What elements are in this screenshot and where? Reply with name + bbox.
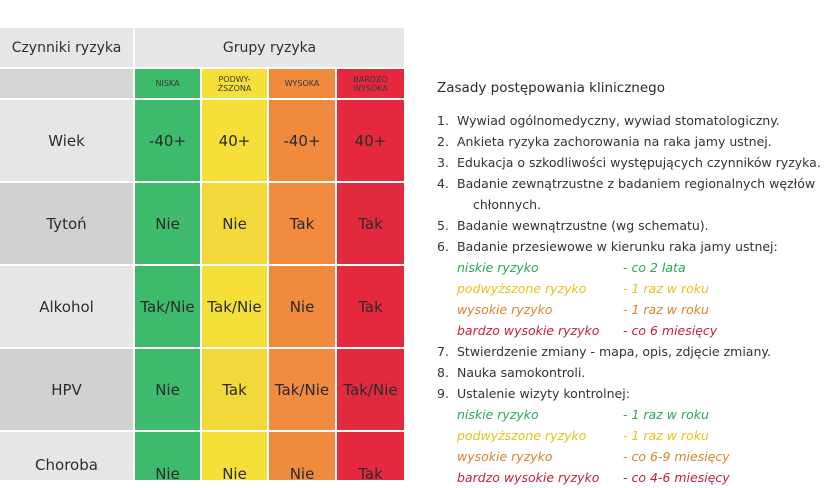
table-cell: Nie bbox=[269, 432, 335, 480]
table-cell: Tak bbox=[269, 183, 335, 264]
control-wysokie: wysokie ryzyko - co 6-9 miesięcy bbox=[457, 449, 730, 464]
row-label-tyton: Tytoń bbox=[0, 183, 133, 264]
clinical-rules bbox=[437, 79, 837, 488]
list-item: 1. Wywiad ogólnomedyczny, wywiad stomatologiczny. bbox=[437, 113, 780, 128]
table-cell: Nie bbox=[135, 349, 200, 430]
table-cell: Tak bbox=[337, 266, 404, 347]
list-item: 6. Badanie przesiewowe w kierunku raka jamy ustnej: bbox=[437, 239, 778, 254]
row-label-alkohol: Alkohol bbox=[0, 266, 133, 347]
rules-title: Zasady postępowania klinicznego bbox=[437, 80, 665, 96]
control-bardzo-wysokie: bardzo wysokie ryzyko - co 4-6 miesięcy bbox=[457, 470, 730, 485]
table-cell: Nie bbox=[269, 266, 335, 347]
table-cell: Tak/Nie bbox=[135, 266, 200, 347]
group-niska: NISKA bbox=[135, 69, 200, 98]
table-cell: Tak/Nie bbox=[337, 349, 404, 430]
list-item: 7. Stwierdzenie zmiany - mapa, opis, zdjęcie zmiany. bbox=[437, 344, 771, 359]
group-wysoka: WYSOKA bbox=[269, 69, 335, 98]
table-cell: 40+ bbox=[202, 100, 267, 181]
list-item-continuation: chłonnych. bbox=[473, 197, 542, 212]
screening-podwyzszone: podwyższone ryzyko - 1 raz w roku bbox=[457, 281, 709, 296]
list-item: 8. Nauka samokontroli. bbox=[437, 365, 586, 380]
screening-bardzo-wysokie: bardzo wysokie ryzyko - co 6 miesięcy bbox=[457, 323, 718, 338]
table-cell: Tak bbox=[202, 349, 267, 430]
list-item: 5. Badanie wewnątrzustne (wg schematu). bbox=[437, 218, 709, 233]
header-risk-factors: Czynniki ryzyka bbox=[0, 28, 133, 67]
table-cell: Nie bbox=[135, 432, 200, 480]
table-cell: -40+ bbox=[135, 100, 200, 181]
list-item: 9. Ustalenie wizyty kontrolnej: bbox=[437, 386, 630, 401]
table-cell: Tak/Nie bbox=[202, 266, 267, 347]
screening-wysokie: wysokie ryzyko - 1 raz w roku bbox=[457, 302, 709, 317]
row-label-hpv: HPV bbox=[0, 349, 133, 430]
control-niskie: niskie ryzyko - 1 raz w roku bbox=[457, 407, 709, 422]
table-cell: Tak/Nie bbox=[269, 349, 335, 430]
risk-table bbox=[0, 28, 404, 480]
table-cell: -40+ bbox=[269, 100, 335, 181]
list-item: 3. Edukacja o szkodliwości występujących czynników ryzyka. bbox=[437, 155, 821, 170]
table-cell: Tak bbox=[337, 432, 404, 480]
screening-niskie: niskie ryzyko - co 2 lata bbox=[457, 260, 686, 275]
table-cell: Nie bbox=[135, 183, 200, 264]
group-bardzo-wysoka: BARDZO WYSOKA bbox=[337, 69, 404, 98]
table-cell: Tak bbox=[337, 183, 404, 264]
row-label-wiek: Wiek bbox=[0, 100, 133, 181]
table-cell: Nie bbox=[202, 183, 267, 264]
control-podwyzszone: podwyższone ryzyko - 1 raz w roku bbox=[457, 428, 709, 443]
group-podwyzszona: PODWY- ŻSZONA bbox=[202, 69, 267, 98]
subheader-blank bbox=[0, 69, 133, 98]
table-cell: 40+ bbox=[337, 100, 404, 181]
table-cell: Nie bbox=[202, 432, 267, 480]
list-item: 2. Ankieta ryzyka zachorowania na raka jamy ustnej. bbox=[437, 134, 772, 149]
header-risk-groups: Grupy ryzyka bbox=[135, 28, 404, 67]
list-item: 4. Badanie zewnątrzustne z badaniem regionalnych węzłów bbox=[437, 176, 816, 191]
row-label-choroba: Choroba bbox=[0, 432, 133, 480]
